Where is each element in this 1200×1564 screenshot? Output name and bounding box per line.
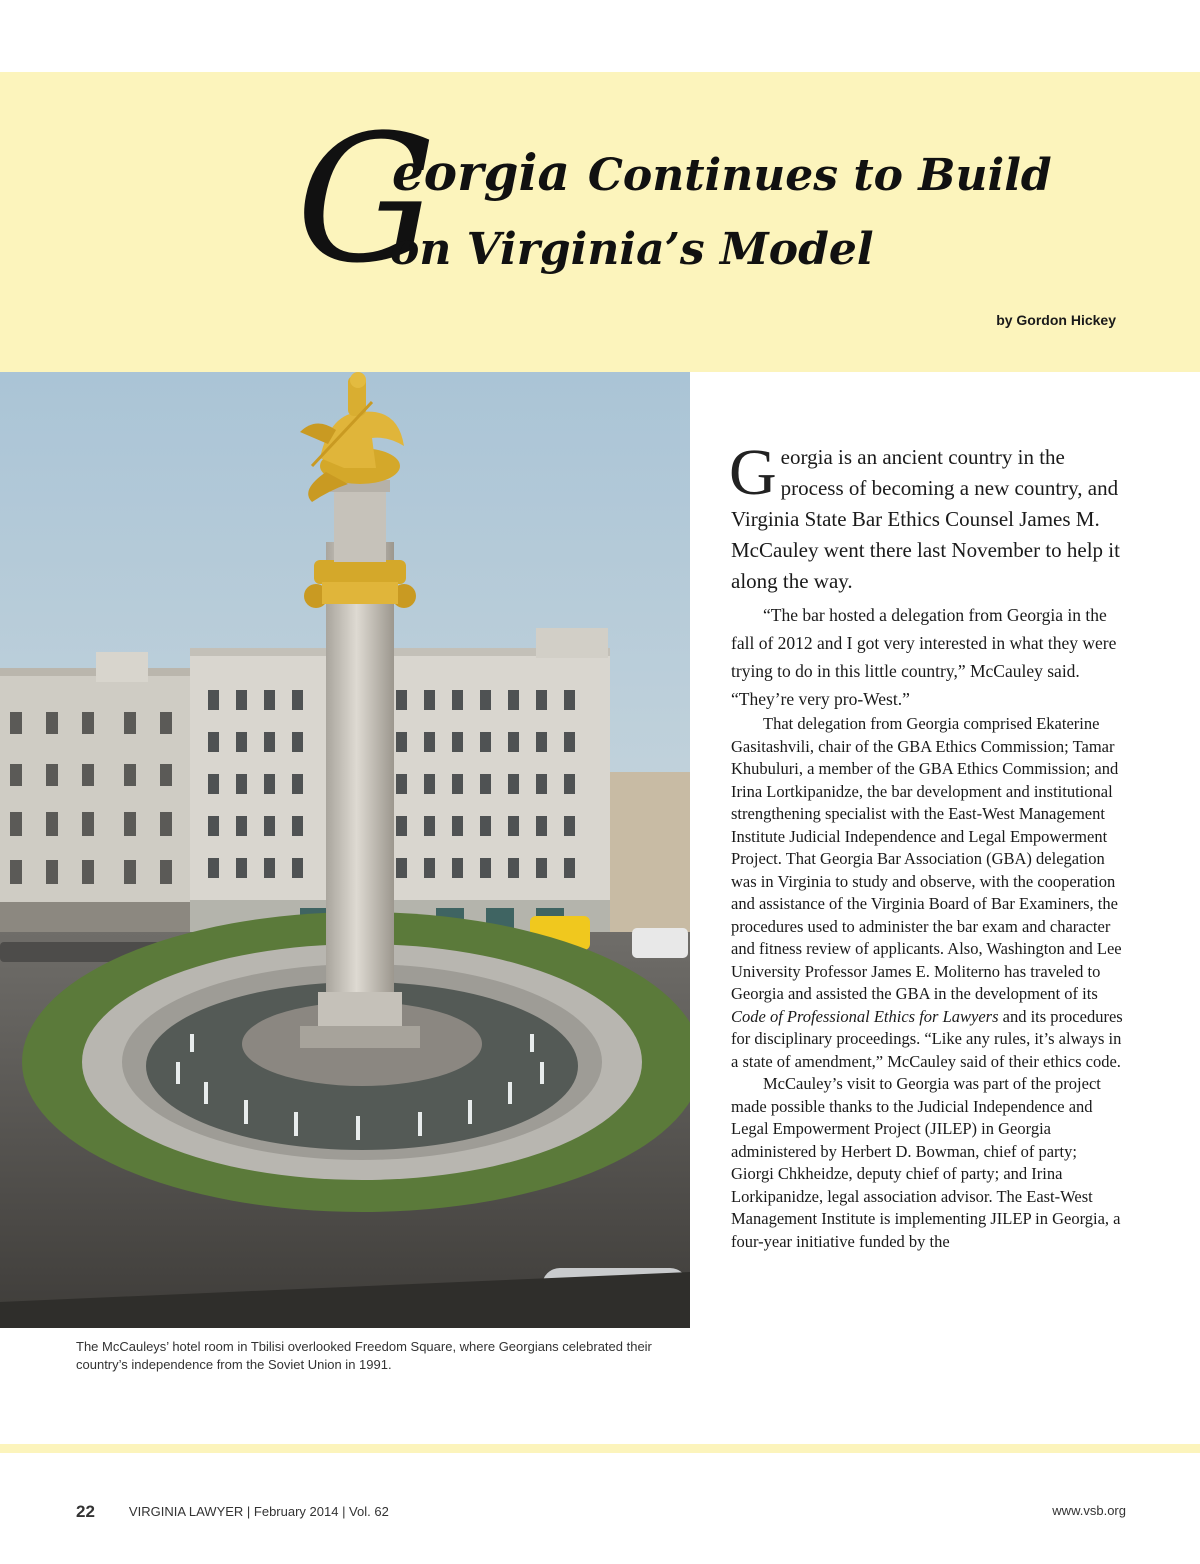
page-footer (76, 1502, 389, 1522)
title-word-rest: eorgia (392, 143, 570, 202)
paragraph-1: “The bar hosted a delegation from Georgia in the fall of 2012 and I got very interested in what they were trying to do in this little country,” McCauley said. “They’re very pro-West.” (731, 605, 1117, 709)
website-link[interactable]: www.vsb.org (1052, 1503, 1126, 1518)
publication-info: VIRGINIA LAWYER | February 2014 | Vol. 62 (128, 1504, 389, 1519)
paragraph-2 (731, 713, 1123, 1073)
paragraph-2-text-a: That delegation from Georgia comprised Ekaterine Gasitashvili, chair of the GBA Ethics Commission; Tamar Khubuluri, a member of the GBA Ethics Commission; and Irina Lortkipanidze, the bar development and institutional strengthening specialist with the East-West Management Institute Judicial Independence and Legal Empowerment Project. That Georgia Bar Association (GBA) delegation was in Virginia to study and observe, with the cooperation and assistance of the Virginia Board of Bar Examiners, the procedures used to administer the bar exam and character and fitness review of applicants. Also, Washington and Lee University Professor James E. Moliterno has traveled to Georgia and assisted the GBA in the development of its (731, 714, 1122, 1003)
central-building (190, 628, 610, 944)
paragraph-2-text-b: and its procedures for disciplinary proceedings. “Like any rules, it’s always in a state of amendment,” McCauley said of their ethics code. (731, 1006, 1123, 1071)
title-drop-initial: G (296, 97, 437, 302)
column-capital (304, 560, 416, 608)
bottom-rule (0, 1444, 1200, 1453)
photo-caption: The McCauleys’ hotel room in Tbilisi overlooked Freedom Square, where Georgians celebrated their country’s independence from the Soviet Union in 1991. (76, 1339, 652, 1372)
freedom-square-illustration (0, 372, 690, 1328)
liberty-column (326, 542, 394, 1030)
left-building (0, 652, 200, 938)
lead-paragraph (729, 436, 1123, 597)
right-building (610, 772, 690, 942)
title-line-2: on Virginia’s Model (390, 224, 874, 275)
title-line-1-rest: Continues to Build (587, 150, 1052, 201)
drop-cap: G (729, 436, 777, 509)
freedom-square-photo (0, 372, 690, 1328)
byline: by Gordon Hickey (996, 312, 1116, 328)
ethics-code-title: Code of Professional Ethics for Lawyers (731, 1006, 999, 1026)
paragraph-3: McCauley’s visit to Georgia was part of the project made possible thanks to the Judicial Independence and Legal Empowerment Project (JILEP) in Georgia administered by Herbert D. Bowman, chief of party; Giorgi Chkheidze, deputy chief of party; and Irina Lorkipanidze, legal association advisor. The East-West Management Institute is implementing JILEP in Georgia, a four-year initiative funded by the (731, 1074, 1121, 1251)
article-body (729, 436, 1123, 1253)
title-line-1 (392, 143, 1052, 202)
page-number: 22 (76, 1502, 95, 1521)
lead-text: eorgia is an ancient country in the process of becoming a new country, and Virginia State Bar Ethics Counsel James M. McCauley went there last November to help it along the way. (731, 445, 1120, 593)
